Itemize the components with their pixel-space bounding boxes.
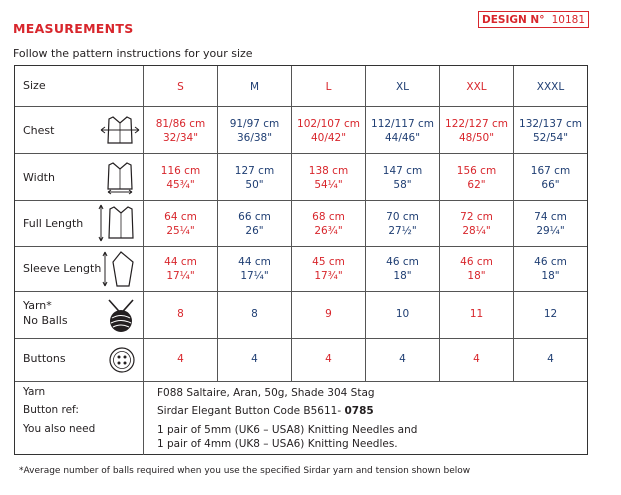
chest-l-cm: 102/107 cm	[297, 118, 360, 130]
sleeve-s-in: 17¼"	[166, 270, 195, 282]
no-balls-label: No Balls	[23, 314, 68, 327]
sleeve-xxxl-cm: 46 cm	[534, 256, 567, 268]
chest-xl-in: 44/46"	[384, 132, 421, 144]
yarn-s: 8	[177, 308, 184, 320]
size-s: S	[177, 81, 184, 93]
chest-xxl-in: 48/50"	[458, 132, 495, 144]
width-m-in: 50"	[245, 179, 264, 191]
chest-m-in: 36/38"	[236, 132, 273, 144]
length-l-in: 26¾"	[314, 225, 343, 237]
length-xxl-cm: 72 cm	[460, 211, 493, 223]
size-l: L	[325, 81, 332, 93]
chest-m-cm: 91/97 cm	[229, 118, 280, 130]
buttons-xxl: 4	[473, 353, 480, 365]
details-also-line1: 1 pair of 5mm (UK6 – USA8) Knitting Needles and	[157, 424, 418, 436]
width-l-in: 54¼"	[314, 179, 343, 191]
chest-xxxl-cm: 132/137 cm	[519, 118, 582, 130]
measurements-table	[14, 65, 588, 455]
yarn-label: Yarn*	[23, 299, 52, 312]
details-also-label: You also need	[23, 423, 96, 435]
design-number-box	[478, 11, 589, 28]
buttons-s: 4	[177, 353, 184, 365]
length-m-in: 26"	[245, 225, 264, 237]
sleeve-xxl-cm: 46 cm	[460, 256, 493, 268]
length-xxl-in: 28¼"	[462, 225, 491, 237]
sleeve-length-icon	[101, 248, 141, 290]
width-xxxl-in: 66"	[541, 179, 560, 191]
sleeve-xxl-in: 18"	[467, 270, 486, 282]
buttons-label: Buttons	[23, 352, 66, 365]
buttons-xl: 4	[399, 353, 406, 365]
design-number: 10181	[551, 14, 585, 26]
button-ref-prefix: Sirdar Elegant Button Code B5611-	[157, 405, 342, 417]
width-m-cm: 127 cm	[234, 165, 275, 177]
page-title: MEASUREMENTS	[13, 21, 134, 36]
length-xxxl-in: 29¼"	[536, 225, 565, 237]
sleeve-l-in: 17¾"	[314, 270, 343, 282]
chest-xl-cm: 112/117 cm	[371, 118, 434, 130]
details-yarn-value: F088 Saltaire, Aran, 50g, Shade 304 Stag	[157, 387, 375, 399]
width-label: Width	[23, 171, 55, 184]
design-label: DESIGN N°	[482, 14, 545, 26]
size-xxl: XXL	[466, 81, 487, 93]
full-length-label: Full Length	[23, 217, 84, 230]
chest-xxxl-in: 52/54"	[532, 132, 569, 144]
intro-text: Follow the pattern instructions for your size	[13, 47, 253, 60]
width-s-in: 45¾"	[166, 179, 195, 191]
width-l-cm: 138 cm	[308, 165, 349, 177]
buttons-l: 4	[325, 353, 332, 365]
width-xxxl-cm: 167 cm	[530, 165, 571, 177]
chest-s-cm: 81/86 cm	[155, 118, 206, 130]
details-also-line2: 1 pair of 4mm (UK8 – USA6) Knitting Needles.	[157, 438, 398, 450]
length-xxxl-cm: 74 cm	[534, 211, 567, 223]
footnote: *Average number of balls required when you use the specified Sirdar yarn and tension shown below	[19, 466, 471, 476]
yarn-l: 9	[325, 308, 332, 320]
sleeve-l-cm: 45 cm	[312, 256, 345, 268]
button-icon	[107, 345, 137, 375]
cardigan-length-icon	[97, 202, 141, 244]
chest-l-in: 40/42"	[310, 132, 347, 144]
button-ref-code: 0785	[344, 405, 374, 417]
cardigan-chest-icon	[99, 113, 141, 147]
yarn-xxl: 11	[469, 308, 484, 320]
details-yarn-label: Yarn	[23, 386, 46, 398]
width-xl-cm: 147 cm	[382, 165, 423, 177]
length-l-cm: 68 cm	[312, 211, 345, 223]
yarn-xxxl: 12	[543, 308, 558, 320]
length-s-cm: 64 cm	[164, 211, 197, 223]
sleeve-xl-in: 18"	[393, 270, 412, 282]
width-xl-in: 58"	[393, 179, 412, 191]
chest-label: Chest	[23, 124, 55, 137]
sleeve-m-cm: 44 cm	[238, 256, 271, 268]
chest-s-in: 32/34"	[162, 132, 199, 144]
buttons-m: 4	[251, 353, 258, 365]
buttons-xxxl: 4	[547, 353, 554, 365]
yarn-ball-icon	[103, 296, 139, 334]
size-row-label: Size	[23, 79, 46, 92]
width-s-cm: 116 cm	[160, 165, 201, 177]
size-m: M	[249, 81, 260, 93]
yarn-m: 8	[251, 308, 258, 320]
sleeve-xl-cm: 46 cm	[386, 256, 419, 268]
details-button-value	[157, 404, 374, 418]
sleeve-length-label: Sleeve Length	[23, 262, 102, 275]
width-xxl-cm: 156 cm	[456, 165, 497, 177]
chest-xxl-cm: 122/127 cm	[445, 118, 508, 130]
length-xl-cm: 70 cm	[386, 211, 419, 223]
size-xxxl: XXXL	[536, 81, 565, 93]
length-xl-in: 27½"	[388, 225, 417, 237]
cardigan-width-icon	[99, 159, 141, 195]
yarn-xl: 10	[395, 308, 410, 320]
length-s-in: 25¼"	[166, 225, 195, 237]
sleeve-m-in: 17¼"	[240, 270, 269, 282]
length-m-cm: 66 cm	[238, 211, 271, 223]
width-xxl-in: 62"	[467, 179, 486, 191]
sleeve-xxxl-in: 18"	[541, 270, 560, 282]
details-button-label: Button ref:	[23, 404, 79, 416]
sleeve-s-cm: 44 cm	[164, 256, 197, 268]
size-xl: XL	[395, 81, 410, 93]
